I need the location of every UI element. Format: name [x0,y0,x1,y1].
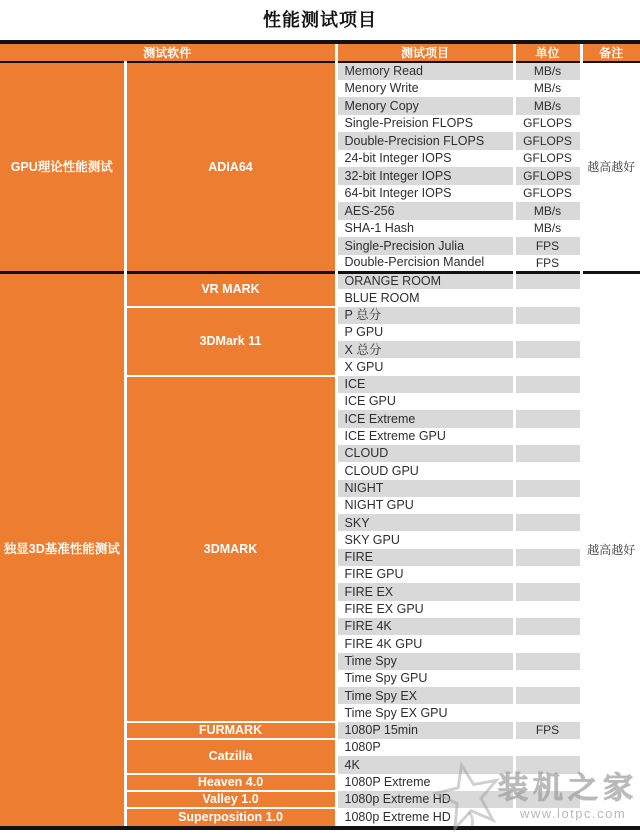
test-item-cell: CLOUD GPU [336,462,514,479]
unit-cell: GFLOPS [514,150,581,168]
test-item-cell: Single-Precision Julia [336,237,514,255]
unit-cell [514,445,581,462]
test-item-cell: 1080p Extreme HD [336,791,514,808]
unit-cell [514,808,581,825]
page-title: 性能测试项目 [263,10,377,30]
test-item-cell: 1080P Extreme [336,774,514,791]
test-item-cell: ICE GPU [336,393,514,410]
bottom-divider [0,826,640,830]
header-row [0,44,640,62]
software-cell: 3DMark 11 [125,307,336,376]
test-item-cell: Menory Copy [336,97,514,115]
unit-cell [514,583,581,600]
test-item-cell: FIRE [336,549,514,566]
unit-cell [514,393,581,410]
test-item-cell: X 总分 [336,341,514,358]
category-cell: 独显3D基准性能测试 [0,272,125,826]
unit-cell: MB/s [514,97,581,115]
test-item-cell: FIRE EX [336,583,514,600]
unit-cell: GFLOPS [514,132,581,150]
unit-cell [514,670,581,687]
unit-cell: FPS [514,722,581,739]
test-item-cell: ICE Extreme [336,410,514,427]
software-cell: VR MARK [125,272,336,307]
test-item-cell: SKY [336,514,514,531]
header-software: 测试软件 [0,44,336,62]
test-item-cell: P GPU [336,324,514,341]
unit-cell: FPS [514,237,581,255]
test-item-cell: 1080p Extreme HD [336,808,514,825]
unit-cell: GFLOPS [514,185,581,203]
software-cell: Superposition 1.0 [125,808,336,825]
test-item-cell: Time Spy EX GPU [336,704,514,721]
unit-cell [514,289,581,306]
performance-test-table [0,44,640,826]
test-item-cell: BLUE ROOM [336,289,514,306]
test-item-cell: Memory Read [336,62,514,80]
test-item-cell: Double-Percision Mandel [336,255,514,273]
test-item-cell: SKY GPU [336,531,514,548]
unit-cell [514,358,581,375]
unit-cell [514,307,581,324]
software-cell: 3DMARK [125,376,336,722]
unit-cell [514,480,581,497]
test-item-cell: 24-bit Integer IOPS [336,150,514,168]
header-item: 测试项目 [336,44,514,62]
unit-cell [514,428,581,445]
table-row [0,272,640,289]
header-unit: 单位 [514,44,581,62]
watermark-brand: 装机之家 [498,771,638,805]
unit-cell: MB/s [514,220,581,238]
test-item-cell: NIGHT GPU [336,497,514,514]
unit-cell [514,739,581,756]
test-item-cell: FIRE EX GPU [336,601,514,618]
test-item-cell: Single-Preision FLOPS [336,115,514,133]
unit-cell [514,566,581,583]
test-item-cell: P 总分 [336,307,514,324]
unit-cell [514,514,581,531]
test-item-cell: FIRE 4K [336,618,514,635]
category-cell: GPU理论性能测试 [0,62,125,272]
test-item-cell: NIGHT [336,480,514,497]
unit-cell [514,687,581,704]
test-item-cell: ICE Extreme GPU [336,428,514,445]
test-item-cell: X GPU [336,358,514,375]
unit-cell [514,791,581,808]
unit-cell [514,704,581,721]
unit-cell [514,653,581,670]
unit-cell: FPS [514,255,581,273]
test-item-cell: 4K [336,756,514,773]
test-item-cell: Time Spy [336,653,514,670]
unit-cell: MB/s [514,202,581,220]
test-item-cell: Menory Write [336,80,514,98]
unit-cell [514,618,581,635]
test-item-cell: Time Spy EX [336,687,514,704]
unit-cell [514,531,581,548]
test-item-cell: FIRE 4K GPU [336,635,514,652]
test-item-cell: CLOUD [336,445,514,462]
test-item-cell: 32-bit Integer IOPS [336,167,514,185]
test-item-cell: Double-Precision FLOPS [336,132,514,150]
software-cell: FURMARK [125,722,336,739]
test-item-cell: FIRE GPU [336,566,514,583]
unit-cell [514,341,581,358]
unit-cell [514,410,581,427]
unit-cell [514,324,581,341]
unit-cell [514,462,581,479]
test-item-cell: SHA-1 Hash [336,220,514,238]
unit-cell [514,549,581,566]
note-cell: 越高越好 [581,62,640,272]
test-item-cell: 64-bit Integer IOPS [336,185,514,203]
test-item-cell: 1080P [336,739,514,756]
test-item-cell: 1080P 15min [336,722,514,739]
software-cell: ADIA64 [125,62,336,272]
unit-cell [514,635,581,652]
unit-cell: GFLOPS [514,167,581,185]
software-cell: Catzilla [125,739,336,774]
unit-cell [514,497,581,514]
unit-cell [514,774,581,791]
software-cell: Valley 1.0 [125,791,336,808]
test-item-cell: Time Spy GPU [336,670,514,687]
unit-cell [514,601,581,618]
unit-cell [514,272,581,289]
unit-cell: GFLOPS [514,115,581,133]
header-note: 备注 [581,44,640,62]
unit-cell: MB/s [514,80,581,98]
unit-cell [514,376,581,393]
note-cell: 越高越好 [581,272,640,826]
unit-cell: MB/s [514,62,581,80]
test-item-cell: ICE [336,376,514,393]
test-item-cell: AES-256 [336,202,514,220]
watermark-url: www.lotpc.com [520,805,627,821]
test-item-cell: ORANGE ROOM [336,272,514,289]
table-row [0,62,640,80]
unit-cell [514,756,581,773]
software-cell: Heaven 4.0 [125,774,336,791]
